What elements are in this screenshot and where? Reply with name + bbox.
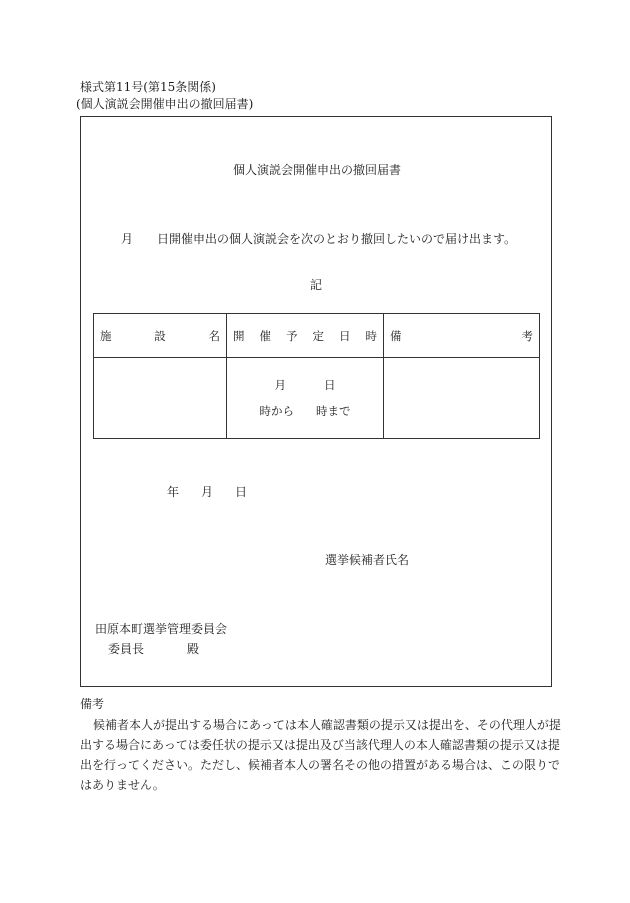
header-facility-name: 施 設 名 <box>94 314 227 358</box>
notes-line: はありません。 <box>80 778 165 792</box>
ki-label: 記 <box>310 278 323 292</box>
remarks-cell <box>384 358 540 439</box>
notes-heading: 備考 <box>80 697 105 711</box>
scheduled-datetime-cell: 月 日 時から 時まで <box>227 358 384 439</box>
header-remarks: 備 考 <box>384 314 540 358</box>
honorific: 殿 <box>187 642 200 656</box>
statement-text: 日開催申出の個人演説会を次のとおり撤回したいので届け出ます。 <box>157 232 517 246</box>
facility-name-cell <box>94 358 227 439</box>
addressee-title: 委員長 <box>108 642 145 656</box>
form-title: 個人演説会開催申出の撤回届書 <box>233 163 402 177</box>
notes-line: 候補者本人が提出する場合にあっては本人確認書類の提示又は提出を、その代理人が提 <box>93 718 561 732</box>
form-number: 様式第11号(第15条関係) <box>80 80 216 94</box>
notes-line: 出する場合にあっては委任状の提示又は提出及び当該代理人の本人確認書類の提示又は提 <box>80 738 560 752</box>
table-header-row <box>94 314 540 358</box>
candidate-name-label: 選挙候補者氏名 <box>325 553 410 567</box>
record-table <box>93 313 540 439</box>
date-line: 年 月 日 <box>167 485 248 499</box>
statement-month: 月 <box>121 232 134 246</box>
table-row <box>94 358 540 439</box>
addressee-org: 田原本町選挙管理委員会 <box>95 622 228 636</box>
form-name: (個人演説会開催申出の撤回届書) <box>76 97 254 111</box>
notes-line: 出を行ってください。ただし、候補者本人の署名その他の措置がある場合は、この限りで <box>80 758 561 772</box>
header-scheduled-datetime: 開 催 予 定 日 時 <box>227 314 384 358</box>
